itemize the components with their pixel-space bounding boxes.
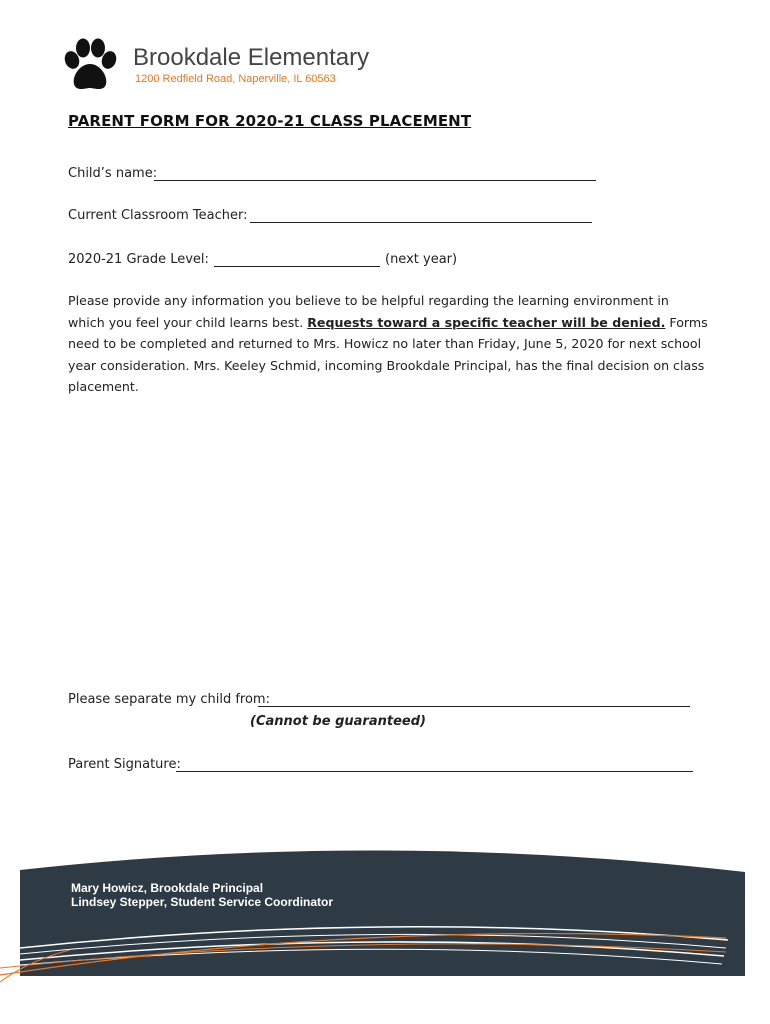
grade-label: 2020-21 Grade Level: bbox=[68, 252, 209, 267]
grade-field[interactable] bbox=[214, 266, 380, 267]
separate-field[interactable] bbox=[258, 706, 690, 707]
teacher-field[interactable] bbox=[250, 222, 592, 223]
grade-suffix: (next year) bbox=[385, 252, 458, 267]
form-title: PARENT FORM FOR 2020-21 CLASS PLACEMENT bbox=[68, 112, 472, 130]
instructions-warning: Requests toward a specific teacher will be denied. bbox=[307, 314, 666, 330]
teacher-label: Current Classroom Teacher: bbox=[68, 208, 248, 223]
school-address: 1200 Redfield Road, Naperville, IL 60563 bbox=[135, 73, 336, 85]
instructions-text-1: Please provide any information you believe to be helpful regarding the learning environment in which you feel your child learns best. bbox=[68, 293, 669, 330]
instructions-text-2: Forms need to be completed and returned to Mrs. Howicz no later than Friday, June 5, 2020 for next school year consideration. Mrs. Keeley Schmid, incoming Brookdale Principal, has the final decision on class placement. bbox=[68, 314, 708, 394]
footer-banner bbox=[0, 840, 770, 1024]
separate-label: Please separate my child from: bbox=[68, 692, 270, 707]
school-name: Brookdale Elementary bbox=[133, 44, 370, 71]
signature-field[interactable] bbox=[176, 771, 693, 772]
child-name-label: Child’s name: bbox=[68, 166, 158, 181]
signature-label: Parent Signature: bbox=[68, 757, 181, 772]
child-name-field[interactable] bbox=[154, 180, 596, 181]
paw-print-icon bbox=[62, 38, 118, 94]
footer-contacts bbox=[71, 881, 333, 909]
instructions-paragraph bbox=[68, 290, 708, 398]
footer-coordinator: Lindsey Stepper, Student Service Coordinator bbox=[71, 895, 334, 909]
footer-principal: Mary Howicz, Brookdale Principal bbox=[71, 881, 264, 895]
separate-note: (Cannot be guaranteed) bbox=[250, 714, 426, 729]
